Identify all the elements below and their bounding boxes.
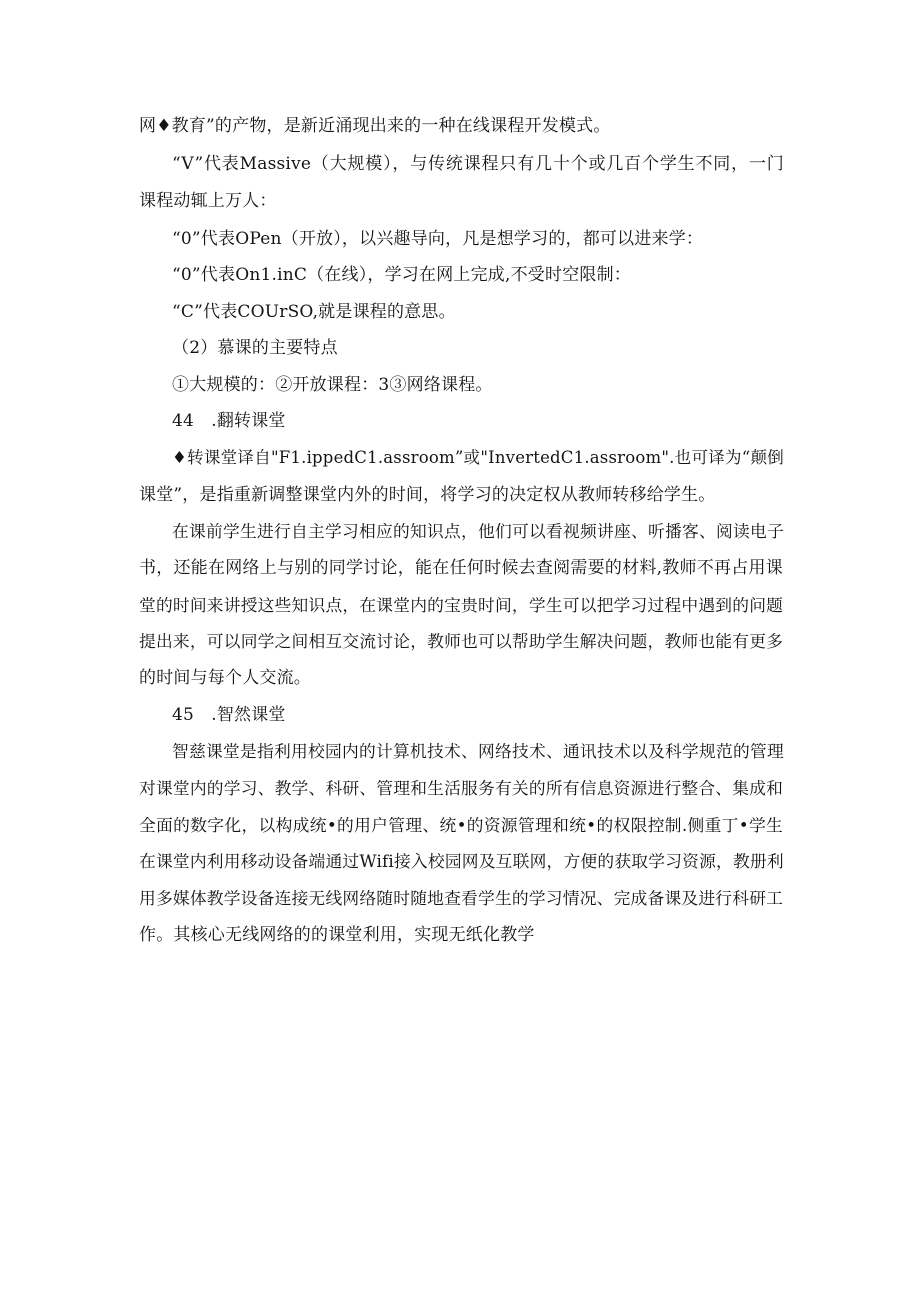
text-line: 课程动辄上万人： xyxy=(139,191,277,211)
text-line: “0”代表OPen（开放），以兴趣导向，凡是想学习的，都可以进来学： xyxy=(172,229,704,249)
text-line: 课堂”，是指重新调整课堂内外的时间，将学习的决定权从教师转移给学生。 xyxy=(139,485,716,505)
text-line: 堂的时间来讲授这些知识点，在课堂内的宝贵时间，学生可以把学习过程中遇到的问题 xyxy=(139,595,784,615)
text-line: ①大规模的：②开放课程：3③网络课程。 xyxy=(172,375,493,395)
text-line: 对课堂内的学习、教学、科研、管理和生活服务有关的所有信息资源进行整合、集成和 xyxy=(139,778,784,798)
section-heading: 45 .智然课堂 xyxy=(172,705,286,725)
text-line: 用多媒体教学设备连接无线网络随时随地查看学生的学习情况、完成备课及进行科研工 xyxy=(139,888,784,908)
text-line: “0”代表On1.inC（在线），学习在网上完成,不受时空限制： xyxy=(172,265,631,285)
section-heading: （2）慕课的主要特点 xyxy=(172,338,338,358)
text-line: ♦转课堂译自"F1.ippedC1.assroom”或"InvertedC1.assroom".也可译为“颠倒 xyxy=(172,448,784,467)
section-heading: 44 .翻转课堂 xyxy=(172,411,286,431)
text-line: 在课前学生进行自主学习相应的知识点，他们可以看视频讲座、听播客、阅读电子 xyxy=(172,521,784,541)
text-line: 提出来，可以同学之间相互交流讨论，教师也可以帮助学生解决问题，教师也能有更多 xyxy=(139,631,784,651)
text-line: 作。其核心无线网络的的课堂利用，实现无纸化教学 xyxy=(139,925,535,945)
text-line: 在课堂内利用移动设备端通过Wifi接入校园网及互联网，方便的获取学习资源，教册利 xyxy=(139,851,784,871)
text-line: 全面的数字化，以构成统•的用户管理、统•的资源管理和统•的权限控制.侧重丁•学生 xyxy=(139,815,783,835)
text-line: “C”代表COUrSO,就是课程的意思。 xyxy=(172,302,456,322)
text-line: 网♦教育”的产物，是新近涌现出来的一种在线课程开发模式。 xyxy=(139,116,611,136)
text-line: 智慈课堂是指利用校园内的计算机技术、网络技术、通讯技术以及科学规范的管理 xyxy=(172,741,784,761)
text-line: 的时间与每个人交流。 xyxy=(139,668,311,688)
text-line: “V”代表Massive（大规模），与传统课程只有几十个或几百个学生不同，一门 xyxy=(172,154,784,174)
text-line: 书，还能在网络上与别的同学讨论，能在任何时候去查阅需要的材料,教师不再占用课 xyxy=(139,558,783,578)
